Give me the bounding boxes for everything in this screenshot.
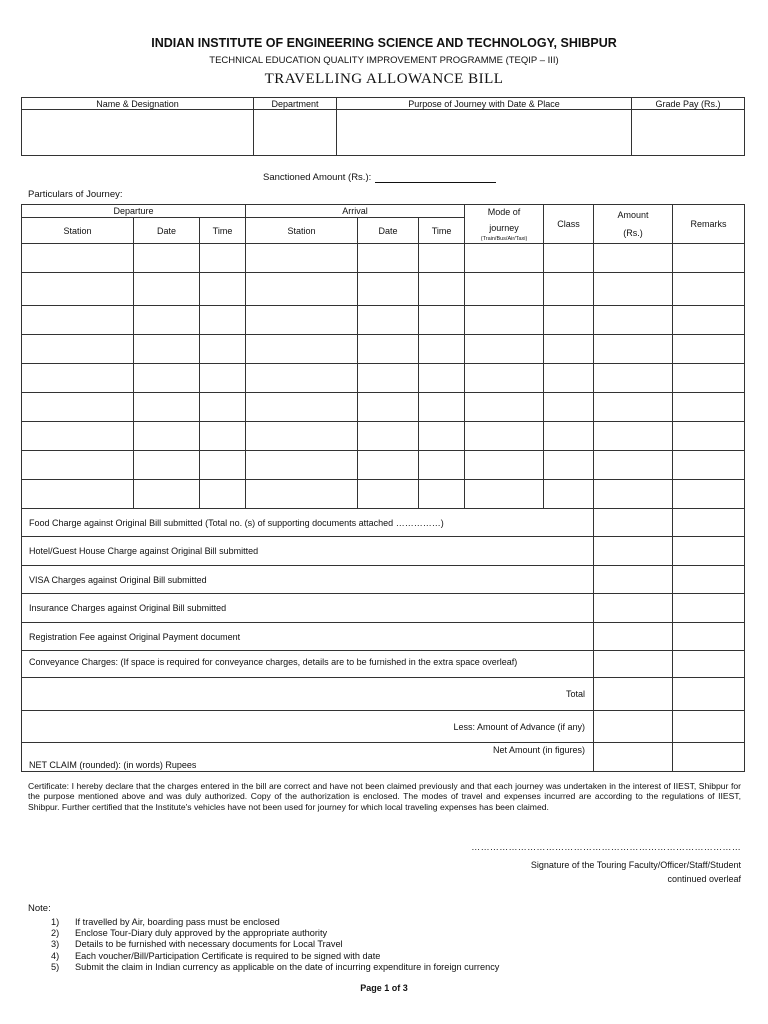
dep-date-header: Date (134, 218, 200, 244)
arrival-header: Arrival (246, 205, 465, 218)
dep-time-header: Time (200, 218, 246, 244)
journey-cell[interactable] (544, 451, 594, 480)
journey-cell[interactable] (134, 273, 200, 306)
journey-cell[interactable] (419, 273, 465, 306)
journey-cell[interactable] (594, 244, 673, 273)
journey-rows (22, 244, 745, 509)
journey-cell[interactable] (358, 393, 419, 422)
insurance-charge-remarks[interactable] (673, 594, 745, 623)
amount-header-line2: (Rs.) (623, 228, 643, 238)
journey-cell[interactable] (358, 244, 419, 273)
journey-cell[interactable] (465, 273, 544, 306)
journey-cell[interactable] (544, 364, 594, 393)
journey-cell[interactable] (22, 364, 134, 393)
journey-cell[interactable] (673, 273, 745, 306)
conveyance-charge-remarks[interactable] (673, 651, 745, 678)
journey-cell[interactable] (200, 273, 246, 306)
journey-cell[interactable] (200, 422, 246, 451)
journey-cell[interactable] (358, 422, 419, 451)
journey-cell[interactable] (22, 244, 134, 273)
journey-cell[interactable] (673, 393, 745, 422)
food-charge-amount[interactable] (594, 509, 673, 537)
total-label: Total (22, 678, 594, 711)
journey-cell[interactable] (134, 306, 200, 335)
journey-cell[interactable] (465, 422, 544, 451)
total-remarks[interactable] (673, 678, 745, 711)
journey-table (21, 204, 745, 772)
journey-cell[interactable] (594, 335, 673, 364)
journey-row (22, 273, 745, 306)
note-item (51, 928, 499, 939)
journey-cell[interactable] (544, 306, 594, 335)
journey-cell[interactable] (419, 244, 465, 273)
note-number: 5) (51, 961, 60, 972)
remarks-header: Remarks (673, 205, 745, 244)
journey-cell[interactable] (134, 335, 200, 364)
note-text: Each voucher/Bill/Participation Certificate is required to be signed with date (75, 950, 381, 961)
net-amount-value[interactable] (594, 743, 673, 772)
journey-cell[interactable] (465, 244, 544, 273)
registration-fee-remarks[interactable] (673, 623, 745, 651)
departure-header: Departure (22, 205, 246, 218)
journey-cell[interactable] (419, 393, 465, 422)
mode-hint: (Train/Bus/Air/Taxi) (480, 235, 528, 242)
header-grade-pay: Grade Pay (Rs.) (632, 98, 745, 110)
journey-cell[interactable] (22, 480, 134, 509)
journey-cell[interactable] (134, 480, 200, 509)
registration-fee-amount[interactable] (594, 623, 673, 651)
journey-cell[interactable] (673, 306, 745, 335)
header-name-designation: Name & Designation (22, 98, 254, 110)
hotel-charge-remarks[interactable] (673, 537, 745, 566)
journey-cell[interactable] (200, 480, 246, 509)
journey-cell[interactable] (465, 364, 544, 393)
grade-pay-field[interactable] (632, 110, 745, 156)
journey-cell[interactable] (419, 480, 465, 509)
journey-cell[interactable] (22, 306, 134, 335)
journey-cell[interactable] (594, 451, 673, 480)
total-amount[interactable] (594, 678, 673, 711)
name-designation-field[interactable] (22, 110, 254, 156)
journey-cell[interactable] (246, 393, 358, 422)
page-number: Page 1 of 3 (360, 983, 408, 993)
hotel-charge-label: Hotel/Guest House Charge against Original Bill submitted (22, 537, 594, 566)
employee-details-table (21, 97, 745, 156)
note-item (51, 951, 499, 962)
journey-cell[interactable] (544, 273, 594, 306)
conveyance-charge-label: Conveyance Charges: (If space is required for conveyance charges, details are to be furnished in the extra space overleaf) (22, 651, 594, 678)
sanctioned-amount-label: Sanctioned Amount (Rs.): (263, 172, 372, 183)
journey-cell[interactable] (594, 364, 673, 393)
journey-cell[interactable] (22, 393, 134, 422)
journey-cell[interactable] (358, 273, 419, 306)
journey-cell[interactable] (246, 364, 358, 393)
hotel-charge-amount[interactable] (594, 537, 673, 566)
purpose-field[interactable] (337, 110, 632, 156)
class-header: Class (544, 205, 594, 244)
journey-cell[interactable] (246, 335, 358, 364)
journey-row (22, 364, 745, 393)
journey-cell[interactable] (134, 364, 200, 393)
journey-cell[interactable] (544, 422, 594, 451)
particulars-label: Particulars of Journey: (28, 189, 123, 200)
registration-fee-label: Registration Fee against Original Payment document (22, 623, 594, 651)
food-charge-label: Food Charge against Original Bill submitted (Total no. (s) of supporting documents attached ……………) (22, 509, 594, 537)
journey-cell[interactable] (465, 393, 544, 422)
journey-cell[interactable] (594, 422, 673, 451)
journey-cell[interactable] (544, 244, 594, 273)
amount-header (594, 205, 673, 244)
journey-row (22, 480, 745, 509)
sanctioned-amount-field[interactable] (375, 172, 496, 183)
journey-cell[interactable] (673, 480, 745, 509)
journey-cell[interactable] (419, 364, 465, 393)
conveyance-charge-amount[interactable] (594, 651, 673, 678)
journey-cell[interactable] (465, 335, 544, 364)
mode-header-line1: Mode of (487, 206, 521, 217)
journey-cell[interactable] (544, 393, 594, 422)
journey-cell[interactable] (134, 422, 200, 451)
dep-station-header: Station (22, 218, 134, 244)
journey-cell[interactable] (246, 273, 358, 306)
insurance-charge-label: Insurance Charges against Original Bill submitted (22, 594, 594, 623)
journey-cell[interactable] (246, 244, 358, 273)
journey-cell[interactable] (246, 306, 358, 335)
continued-overleaf: continued overleaf (667, 874, 741, 884)
signature-label: Signature of the Touring Faculty/Officer/Staff/Student (530, 860, 741, 870)
header-department: Department (254, 98, 337, 110)
advance-label: Less: Amount of Advance (if any) (22, 711, 594, 743)
journey-cell[interactable] (134, 451, 200, 480)
journey-row (22, 422, 745, 451)
note-number: 4) (51, 950, 60, 961)
journey-cell[interactable] (22, 273, 134, 306)
journey-cell[interactable] (134, 244, 200, 273)
institute-name: INDIAN INSTITUTE OF ENGINEERING SCIENCE AND TECHNOLOGY, SHIBPUR (151, 36, 617, 50)
visa-charge-amount[interactable] (594, 566, 673, 594)
sanctioned-amount (263, 172, 496, 183)
journey-cell[interactable] (246, 480, 358, 509)
journey-cell[interactable] (419, 335, 465, 364)
journey-cell[interactable] (465, 306, 544, 335)
visa-charge-label: VISA Charges against Original Bill submitted (22, 566, 594, 594)
journey-cell[interactable] (465, 480, 544, 509)
note-text: If travelled by Air, boarding pass must be enclosed (75, 917, 280, 927)
journey-cell[interactable] (673, 364, 745, 393)
note-item (51, 962, 499, 973)
journey-cell[interactable] (200, 364, 246, 393)
journey-row (22, 335, 745, 364)
note-item (51, 939, 499, 950)
amount-header-line1: Amount (617, 210, 649, 220)
food-charge-remarks[interactable] (673, 509, 745, 537)
journey-row (22, 306, 745, 335)
journey-row (22, 244, 745, 273)
advance-remarks[interactable] (673, 711, 745, 743)
journey-cell[interactable] (200, 335, 246, 364)
advance-amount[interactable] (594, 711, 673, 743)
journey-cell[interactable] (22, 335, 134, 364)
note-item (51, 917, 499, 928)
journey-cell[interactable] (419, 451, 465, 480)
visa-charge-remarks[interactable] (673, 566, 745, 594)
net-amount-label: Net Amount (in figures) (493, 745, 586, 755)
note-text: Details to be furnished with necessary documents for Local Travel (75, 939, 343, 950)
journey-cell[interactable] (673, 451, 745, 480)
journey-cell[interactable] (200, 244, 246, 273)
mode-header-line2: journey (489, 222, 519, 233)
journey-cell[interactable] (22, 422, 134, 451)
journey-cell[interactable] (594, 273, 673, 306)
journey-cell[interactable] (134, 393, 200, 422)
arr-time-header: Time (419, 218, 465, 244)
journey-cell[interactable] (594, 393, 673, 422)
signature-line[interactable]: …………………………………………………………………………… (471, 842, 741, 852)
journey-cell[interactable] (358, 306, 419, 335)
journey-cell[interactable] (673, 335, 745, 364)
net-amount-remarks[interactable] (673, 743, 745, 772)
journey-cell[interactable] (673, 244, 745, 273)
header-purpose: Purpose of Journey with Date & Place (337, 98, 632, 110)
department-field[interactable] (254, 110, 337, 156)
journey-cell[interactable] (419, 422, 465, 451)
note-number: 3) (51, 939, 60, 950)
net-amount-cell (22, 743, 594, 772)
note-title: Note: (28, 903, 51, 914)
journey-cell[interactable] (246, 451, 358, 480)
journey-cell[interactable] (200, 451, 246, 480)
arr-station-header: Station (246, 218, 358, 244)
journey-cell[interactable] (200, 306, 246, 335)
journey-cell[interactable] (544, 335, 594, 364)
note-number: 2) (51, 928, 60, 939)
insurance-charge-amount[interactable] (594, 594, 673, 623)
programme-name: TECHNICAL EDUCATION QUALITY IMPROVEMENT PROGRAMME (TEQIP – III) (209, 55, 559, 66)
journey-cell[interactable] (358, 364, 419, 393)
journey-cell[interactable] (465, 451, 544, 480)
note-text: Submit the claim in Indian currency as applicable on the date of incurring expenditure in foreign currency (75, 961, 500, 972)
net-claim-label: NET CLAIM (rounded): (in words) Rupees (29, 760, 197, 770)
note-list (51, 917, 499, 973)
journey-cell[interactable] (358, 480, 419, 509)
arr-date-header: Date (358, 218, 419, 244)
note-text: Enclose Tour-Diary duly approved by the appropriate authority (75, 928, 328, 939)
journey-cell[interactable] (246, 422, 358, 451)
journey-cell[interactable] (200, 393, 246, 422)
journey-cell[interactable] (594, 480, 673, 509)
journey-cell[interactable] (358, 335, 419, 364)
journey-cell[interactable] (594, 306, 673, 335)
note-number: 1) (51, 917, 60, 927)
journey-cell[interactable] (419, 306, 465, 335)
mode-header (465, 205, 544, 244)
journey-cell[interactable] (544, 480, 594, 509)
journey-cell[interactable] (22, 451, 134, 480)
journey-row (22, 451, 745, 480)
journey-row (22, 393, 745, 422)
bill-title: TRAVELLING ALLOWANCE BILL (264, 71, 504, 87)
journey-cell[interactable] (358, 451, 419, 480)
certificate-text: Certificate: I hereby declare that the charges entered in the bill are correct and have not been claimed previously and that each journey was undertaken in the interest of IIEST, Shibpur for the purpose mentioned above and was duly authorized. Copy of the authorization is enclosed. The modes of travel and expenses incurred are according to the regulations of IIEST, Shibpur. Further certified that the Institute's vehicles have not been used for journey for which local traveling expenses has been claimed. (28, 781, 741, 812)
journey-cell[interactable] (673, 422, 745, 451)
